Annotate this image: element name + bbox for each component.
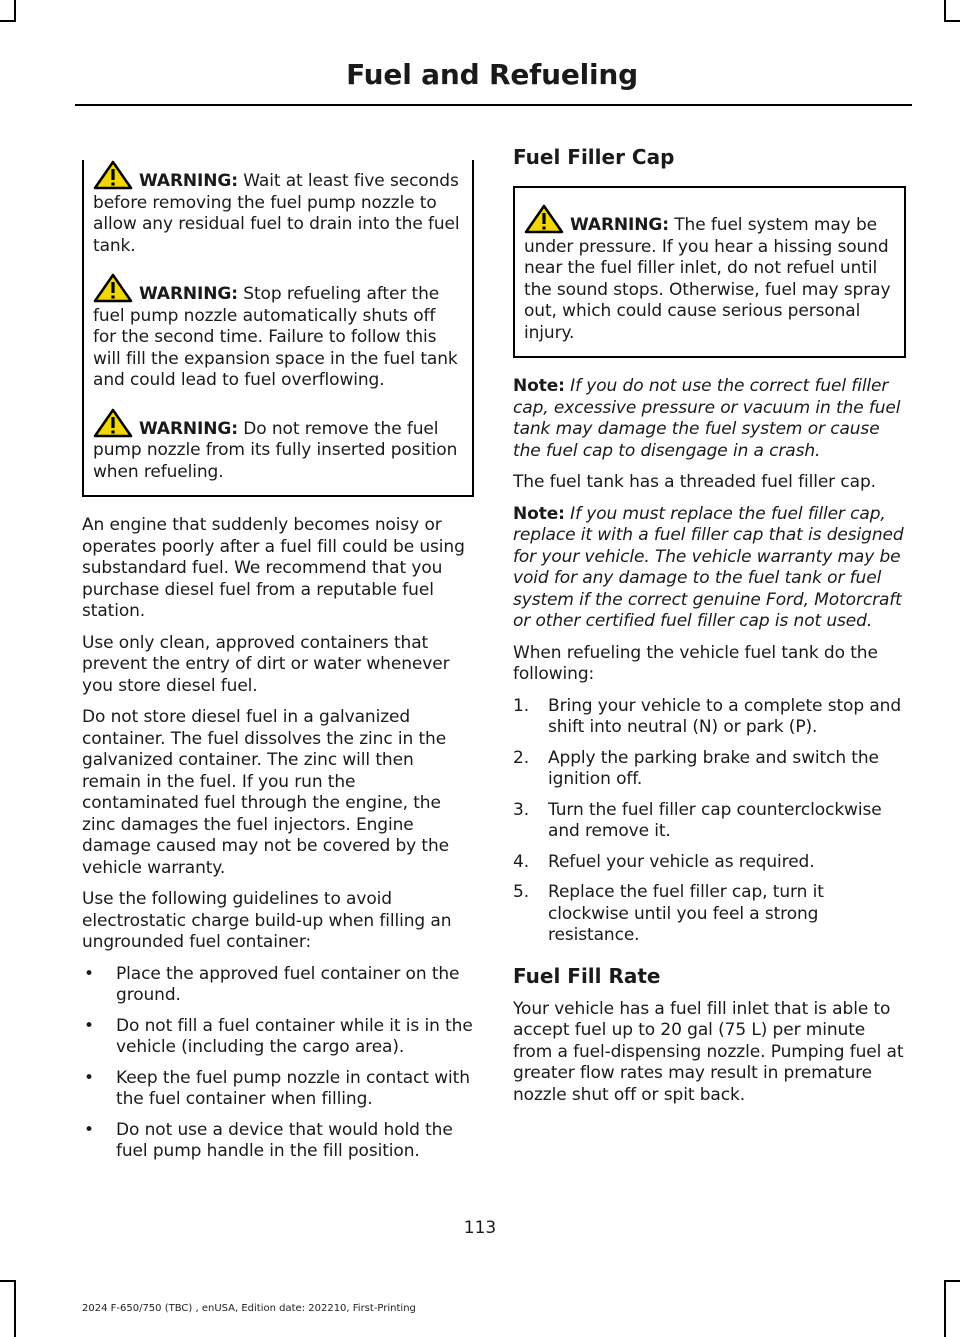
crop-mark xyxy=(944,1280,960,1282)
section-heading: Fuel Fill Rate xyxy=(513,963,661,988)
page-number: 113 xyxy=(463,1218,497,1238)
note-text: If you do not use the correct fuel filler cap, excessive pressure or vacuum in the fuel tank may damage the fuel system or cause the fuel cap to disengage in a crash. xyxy=(513,376,901,461)
header-rule xyxy=(75,104,912,106)
warning-box xyxy=(513,186,906,358)
crop-mark xyxy=(14,1280,16,1337)
bullet-marker: • xyxy=(84,1119,94,1140)
warning-item xyxy=(93,408,463,484)
list-item-text: Replace the fuel filler cap, turn it clockwise until you feel a strong resistance. xyxy=(548,882,824,945)
note xyxy=(513,376,906,462)
warning-text: Wait at least five seconds before removing the fuel pump nozzle to allow any residual fuel to drain into the fuel tank. xyxy=(93,171,460,256)
bullet-list xyxy=(82,964,474,1163)
warning-item xyxy=(93,273,463,392)
note-text: If you must replace the fuel filler cap, replace it with a fuel filler cap that is designed for your vehicle. The vehicle warranty may be void for any damage to the fuel tank or fuel system if the correct genuine Ford, Motorcraft or other certified fuel filler cap is not used. xyxy=(513,503,904,631)
list-item xyxy=(82,1068,474,1111)
list-item xyxy=(513,852,906,874)
list-item-text: Turn the fuel filler cap counterclockwise and remove it. xyxy=(548,799,882,841)
paragraph: Do not store diesel fuel in a galvanized container. The fuel dissolves the zinc in the galvanized container. The zinc will then remain in the fuel. If you run the contaminated fuel through the engine, the zinc damages the fuel injectors. Engine damage caused may not be covered by the vehicle warranty. xyxy=(82,707,450,878)
warning-text: Stop refueling after the fuel pump nozzle automatically shuts off for the second time. Failure to follow this will fill the expansion space in the fuel tank and could lead to fuel overflowing. xyxy=(93,284,458,390)
list-item-text: Apply the parking brake and switch the ignition off. xyxy=(548,747,879,789)
paragraph: The fuel tank has a threaded fuel filler cap. xyxy=(513,472,876,492)
warning-label: WARNING: xyxy=(139,284,238,304)
crop-mark xyxy=(944,1280,946,1337)
crop-mark xyxy=(0,20,16,22)
paragraph: When refueling the vehicle fuel tank do the following: xyxy=(513,642,878,684)
warning-box xyxy=(82,160,474,497)
warning-triangle-icon xyxy=(93,160,133,190)
bullet-marker: • xyxy=(84,1067,94,1088)
paragraph: An engine that suddenly becomes noisy or operates poorly after a fuel fill could be using substandard fuel. We recommend that you purchase diesel fuel from a reputable fuel station. xyxy=(82,515,465,621)
crop-mark xyxy=(14,0,16,22)
list-item-text: Do not use a device that would hold the fuel pump handle in the fill position. xyxy=(116,1119,453,1161)
warning-triangle-icon xyxy=(93,273,133,303)
paragraph: Use only clean, approved containers that prevent the entry of dirt or water whenever you store diesel fuel. xyxy=(82,632,450,696)
note xyxy=(513,504,906,633)
list-item xyxy=(513,800,906,843)
note-label: Note: xyxy=(513,376,565,396)
crop-mark xyxy=(944,0,946,22)
right-column xyxy=(513,144,906,1106)
section-heading: Fuel Filler Cap xyxy=(513,145,675,169)
warning-label: WARNING: xyxy=(139,418,238,439)
step-number: 2. xyxy=(513,747,530,768)
list-item xyxy=(513,748,906,791)
warning-triangle-icon xyxy=(524,204,564,234)
list-item xyxy=(513,696,906,739)
footer-text: 2024 F-650/750 (TBC) , enUSA, Edition date: 202210, First-Printing xyxy=(82,1303,416,1314)
step-number: 3. xyxy=(513,799,530,820)
bullet-marker: • xyxy=(84,963,94,984)
crop-mark xyxy=(944,20,960,22)
list-item xyxy=(82,1120,474,1163)
note-label: Note: xyxy=(513,503,565,524)
left-column xyxy=(82,144,474,1172)
list-item xyxy=(513,882,906,947)
warning-item xyxy=(524,204,895,344)
list-item-text: Bring your vehicle to a complete stop and shift into neutral (N) or park (P). xyxy=(548,695,902,737)
step-number: 1. xyxy=(513,695,530,716)
bullet-marker: • xyxy=(84,1015,94,1036)
paragraph: Your vehicle has a fuel fill inlet that is able to accept fuel up to 20 gal (75 L) per minute from a fuel-dispensing nozzle. Pumping fuel at greater flow rates may result in premature nozzle shut off or spit back. xyxy=(513,998,904,1105)
warning-label: WARNING: xyxy=(139,171,238,191)
warning-text: Do not remove the fuel pump nozzle from its fully inserted position when refueling. xyxy=(93,418,458,482)
list-item-text: Do not fill a fuel container while it is in the vehicle (including the cargo area). xyxy=(116,1015,473,1057)
warning-item xyxy=(93,160,463,257)
numbered-list xyxy=(513,696,906,947)
list-item xyxy=(82,964,474,1007)
paragraph: Use the following guidelines to avoid electrostatic charge build-up when filling an ungrounded fuel container: xyxy=(82,889,452,952)
list-item xyxy=(82,1016,474,1059)
list-item-text: Keep the fuel pump nozzle in contact with the fuel container when filling. xyxy=(116,1067,470,1109)
list-item-text: Refuel your vehicle as required. xyxy=(548,851,815,872)
step-number: 5. xyxy=(513,882,530,902)
crop-mark xyxy=(0,1280,16,1282)
list-item-text: Place the approved fuel container on the ground. xyxy=(116,963,460,1005)
warning-label: WARNING: xyxy=(570,215,669,235)
warning-text: The fuel system may be under pressure. If you hear a hissing sound near the fuel filler inlet, do not refuel until the sound stops. Otherwise, fuel may spray out, which could cause serious personal injury. xyxy=(524,215,891,343)
warning-triangle-icon xyxy=(93,408,133,438)
step-number: 4. xyxy=(513,851,530,872)
page-title: Fuel and Refueling xyxy=(346,58,638,91)
